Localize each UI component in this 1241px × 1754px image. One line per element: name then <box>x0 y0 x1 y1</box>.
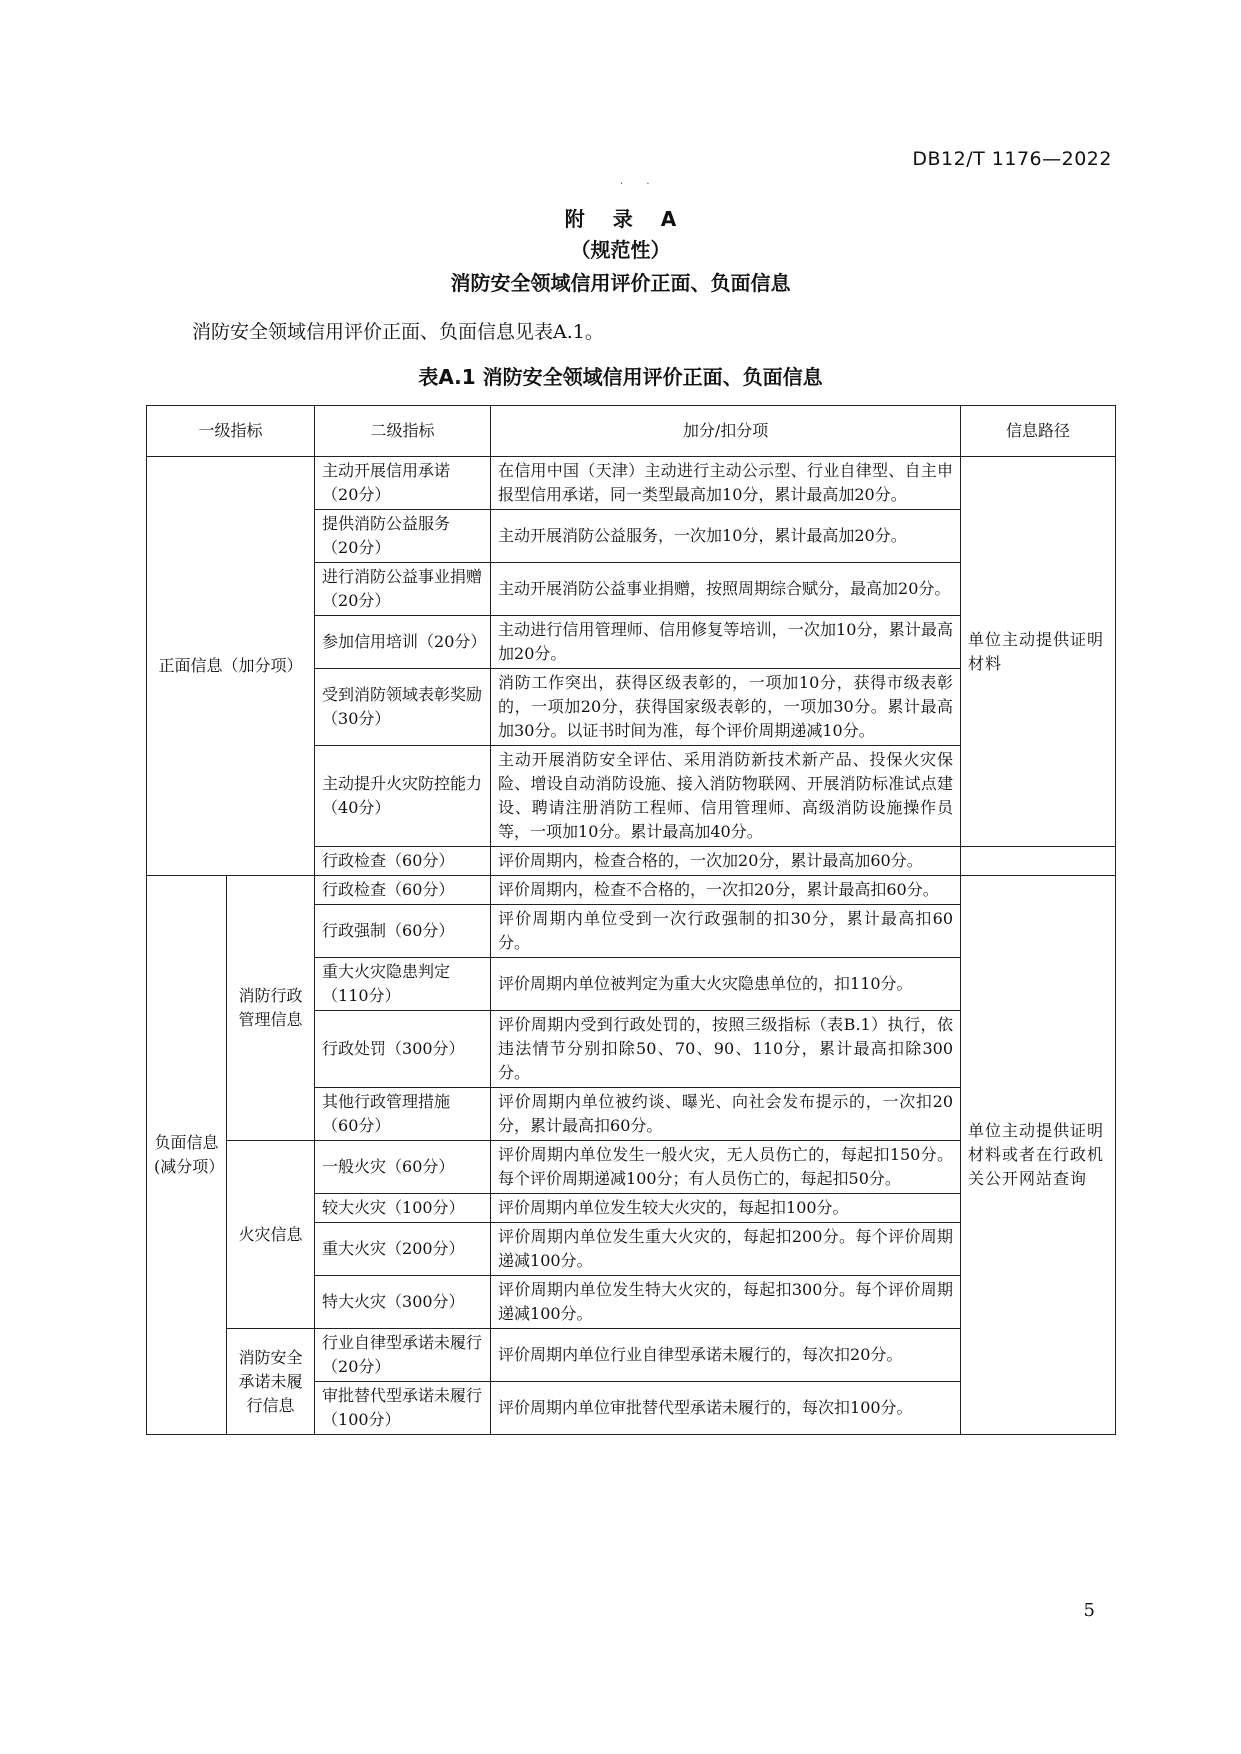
header-points: 加分/扣分项 <box>491 406 961 457</box>
intro-paragraph: 消防安全领域信用评价正面、负面信息见表A.1。 <box>192 321 604 343</box>
desc-cell: 评价周期内单位发生特大火灾的，每起扣300分。每个评价周期递减100分。 <box>491 1276 961 1329</box>
negative-group-fire: 火灾信息 <box>227 1141 315 1329</box>
desc-cell: 评价周期内单位发生一般火灾，无人员伤亡的，每起扣150分。每个评价周期递减100分；有人员伤亡的，每起扣50分。 <box>491 1141 961 1194</box>
item-cell: 重大火灾（200分） <box>315 1223 491 1276</box>
desc-cell: 评价周期内单位发生重大火灾的，每起扣200分。每个评价周期递减100分。 <box>491 1223 961 1276</box>
item-cell: 其他行政管理措施（60分） <box>315 1088 491 1141</box>
table-header-row <box>147 406 1116 457</box>
desc-cell: 评价周期内单位审批替代型承诺未履行的，每次扣100分。 <box>491 1382 961 1435</box>
header-level1: 一级指标 <box>147 406 315 457</box>
table-caption: 表A.1 消防安全领域信用评价正面、负面信息 <box>418 365 823 389</box>
header-level2: 二级指标 <box>315 406 491 457</box>
negative-group-admin: 消防行政管理信息 <box>227 876 315 1141</box>
positive-info-path: 单位主动提供证明材料 <box>961 457 1116 847</box>
item-cell: 进行消防公益事业捐赠（20分） <box>315 563 491 616</box>
header-dots: · · <box>620 179 660 190</box>
negative-info-path: 单位主动提供证明材料或者在行政机关公开网站查询 <box>961 876 1116 1435</box>
desc-cell: 评价周期内单位行业自律型承诺未履行的，每次扣20分。 <box>491 1329 961 1382</box>
desc-cell: 评价周期内受到行政处罚的，按照三级指标（表B.1）执行，依违法情节分别扣除50、70、90、110分，累计最高扣除300分。 <box>491 1011 961 1088</box>
item-cell: 特大火灾（300分） <box>315 1276 491 1329</box>
desc-cell: 在信用中国（天津）主动进行主动公示型、行业自律型、自主申报型信用承诺，同一类型最高加10分，累计最高加20分。 <box>491 457 961 510</box>
item-cell: 主动开展信用承诺（20分） <box>315 457 491 510</box>
table-row <box>147 876 1116 905</box>
desc-cell: 评价周期内单位被判定为重大火灾隐患单位的，扣110分。 <box>491 958 961 1011</box>
item-cell: 行政处罚（300分） <box>315 1011 491 1088</box>
desc-cell: 评价周期内单位发生较大火灾的，每起扣100分。 <box>491 1194 961 1223</box>
desc-cell: 评价周期内，检查合格的，一次加20分，累计最高加60分。 <box>491 847 961 876</box>
appendix-heading <box>0 203 1241 232</box>
desc-cell: 评价周期内，检查不合格的，一次扣20分，累计最高扣60分。 <box>491 876 961 905</box>
item-cell: 行政检查（60分） <box>315 876 491 905</box>
negative-group-commitment: 消防安全承诺未履行信息 <box>227 1329 315 1435</box>
desc-cell: 主动开展消防安全评估、采用消防新技术新产品、投保火灾保险、增设自动消防设施、接入消防物联网、开展消防标准试点建设、聘请注册消防工程师、信用管理师、高级消防设施操作员等，一项加10分。累计最高加40分。 <box>491 746 961 847</box>
item-cell: 较大火灾（100分） <box>315 1194 491 1223</box>
desc-cell: 主动开展消防公益服务，一次加10分，累计最高加20分。 <box>491 510 961 563</box>
desc-cell: 评价周期内单位受到一次行政强制的扣30分，累计最高扣60分。 <box>491 905 961 958</box>
item-cell: 一般火灾（60分） <box>315 1141 491 1194</box>
appendix-letter: A <box>660 207 677 231</box>
table-row <box>147 457 1116 510</box>
item-cell: 受到消防领域表彰奖励（30分） <box>315 669 491 746</box>
appendix-type: （规范性） <box>570 238 671 262</box>
item-cell: 行政检查（60分） <box>315 847 491 876</box>
item-cell: 主动提升火灾防控能力（40分） <box>315 746 491 847</box>
item-cell: 行业自律型承诺未履行（20分） <box>315 1329 491 1382</box>
page-number: 5 <box>1083 1600 1095 1621</box>
appendix-title: 消防安全领域信用评价正面、负面信息 <box>450 271 791 295</box>
desc-cell: 主动开展消防公益事业捐赠，按照周期综合赋分，最高加20分。 <box>491 563 961 616</box>
desc-cell: 主动进行信用管理师、信用修复等培训，一次加10分，累计最高加20分。 <box>491 616 961 669</box>
item-cell: 重大火灾隐患判定（110分） <box>315 958 491 1011</box>
header-path: 信息路径 <box>961 406 1116 457</box>
document-code: DB12/T 1176—2022 <box>912 148 1112 170</box>
item-cell: 提供消防公益服务（20分） <box>315 510 491 563</box>
desc-cell: 消防工作突出，获得区级表彰的，一项加10分，获得市级表彰的，一项加20分，获得国家级表彰的，一项加30分。累计最高加30分。以证书时间为准，每个评价周期递减10分。 <box>491 669 961 746</box>
desc-cell: 评价周期内单位被约谈、曝光、向社会发布提示的，一次扣20分，累计最高扣60分。 <box>491 1088 961 1141</box>
appendix-word-2: 录 <box>612 207 633 231</box>
item-cell: 审批替代型承诺未履行（100分） <box>315 1382 491 1435</box>
item-cell: 行政强制（60分） <box>315 905 491 958</box>
negative-category: 负面信息(减分项） <box>147 876 227 1435</box>
credit-evaluation-table <box>146 405 1116 1435</box>
positive-category: 正面信息（加分项） <box>147 457 315 876</box>
empty-path-cell <box>961 847 1116 876</box>
item-cell: 参加信用培训（20分） <box>315 616 491 669</box>
appendix-word-1: 附 <box>564 207 585 231</box>
